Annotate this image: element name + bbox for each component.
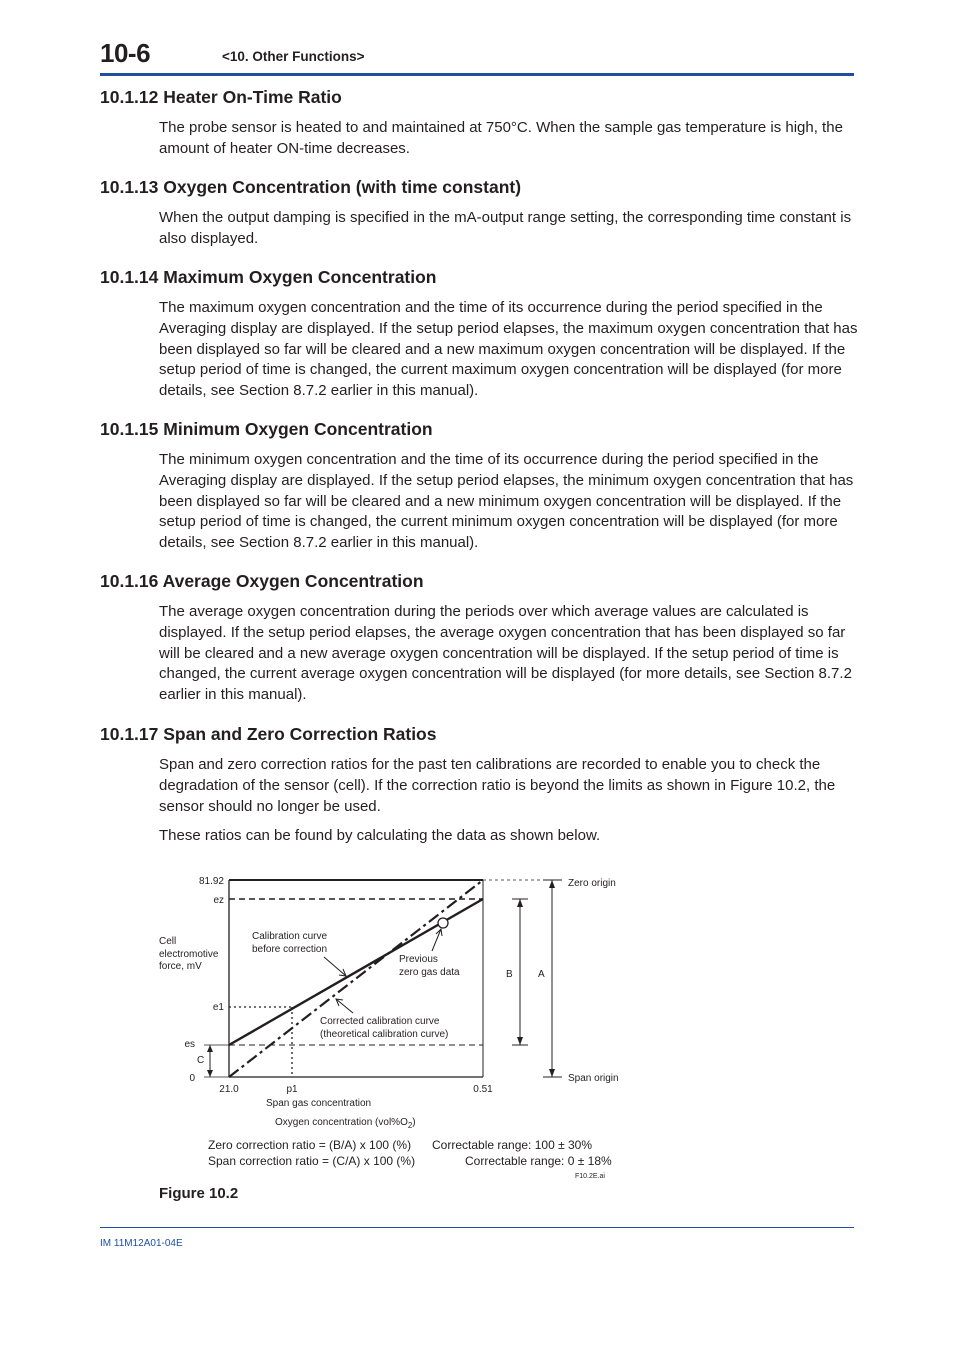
range-zero: Correctable range: 100 ± 30% bbox=[432, 1138, 593, 1152]
y-tick-e1: e1 bbox=[212, 1002, 224, 1013]
y-tick-es: es bbox=[184, 1039, 195, 1050]
heading-10-1-14: 10.1.14 Maximum Oxygen Concentration bbox=[100, 267, 437, 287]
label-curve-before-1: Calibration curve bbox=[252, 931, 328, 942]
y-axis-title-2: electromotive bbox=[159, 949, 219, 960]
paragraph-minimum-oxygen: The minimum oxygen concentration and the time of its occurrence during the period specified in the Averaging display are displayed. If the setup period elapses, the minimum oxygen concentration that has been displayed so far will be cleared and a new minimum oxygen concentration will be displayed. If the setup period of time is changed, the current minimum oxygen concentration will be displayed (for more details, see Section 8.7.2 earlier in this manual). bbox=[159, 451, 854, 552]
leader-curve-before bbox=[324, 957, 346, 976]
formula-zero: Zero correction ratio = (B/A) x 100 (%) bbox=[208, 1138, 412, 1152]
heading-10-1-13: 10.1.13 Oxygen Concentration (with time constant) bbox=[100, 177, 522, 197]
formula-span: Span correction ratio = (C/A) x 100 (%) bbox=[208, 1154, 416, 1168]
heading-10-1-16: 10.1.16 Average Oxygen Concentration bbox=[100, 571, 424, 591]
a-label: A bbox=[538, 969, 545, 980]
heading-10-1-17: 10.1.17 Span and Zero Correction Ratios bbox=[100, 724, 437, 744]
label-previous-1: Previous bbox=[399, 954, 438, 965]
y-axis-title-1: Cell bbox=[159, 936, 177, 947]
label-corrected-2: (theoretical calibration curve) bbox=[320, 1029, 449, 1040]
x-tick-21-0: 21.0 bbox=[219, 1084, 239, 1095]
figure-caption: Figure 10.2 bbox=[159, 1185, 239, 1202]
previous-zero-point bbox=[438, 918, 448, 928]
document-id: IM 11M12A01-04E bbox=[100, 1238, 183, 1249]
x-axis-title: Oxygen concentration $(vol\%O_2)$ bbox=[275, 1117, 416, 1130]
footer-rule bbox=[100, 1227, 854, 1228]
y-tick-81-92: 81.92 bbox=[198, 876, 224, 887]
a-arrow-top bbox=[549, 880, 555, 888]
corrected-calibration-curve bbox=[229, 880, 483, 1077]
paragraph-correction-ratios: Span and zero correction ratios for the past ten calibrations are recorded to enable you to check the degradation of the sensor (cell). If the correction ratio is beyond the limits as shown in Figure 10.2, the sensor should no longer be used. bbox=[159, 756, 836, 815]
x-tick-p1: p1 bbox=[286, 1084, 298, 1095]
label-previous-2: zero gas data bbox=[399, 967, 460, 978]
x-tick-0-51: 0.51 bbox=[473, 1084, 493, 1095]
a-arrow-bottom bbox=[549, 1069, 555, 1077]
b-label: B bbox=[506, 969, 513, 980]
paragraph-average-oxygen: The average oxygen concentration during the periods over which average values are calculated is displayed. If the setup period elapses, the average oxygen concentration that has been displayed so far will be cleared and a new average oxygen concentration will be displayed. If the setup period of time is changed, the current average oxygen concentration will be displayed (for more details, see Section 8.7.2 earlier in this manual). bbox=[159, 603, 852, 704]
label-corrected-1: Corrected calibration curve bbox=[320, 1016, 440, 1027]
y-tick-ez: ez bbox=[213, 895, 224, 906]
page-number: 10-6 bbox=[100, 38, 151, 68]
label-curve-before-2: before correction bbox=[252, 944, 328, 955]
span-gas-label: Span gas concentration bbox=[266, 1098, 372, 1109]
chapter-title: <10. Other Functions> bbox=[222, 49, 365, 64]
paragraph-oxygen-time-constant: When the output damping is specified in the mA-output range setting, the corresponding time constant is also displayed. bbox=[159, 209, 852, 247]
y-tick-zero: 0 bbox=[189, 1073, 195, 1084]
heading-10-1-15: 10.1.15 Minimum Oxygen Concentration bbox=[100, 419, 433, 439]
heading-10-1-12: 10.1.12 Heater On-Time Ratio bbox=[100, 87, 342, 107]
c-arrow-top bbox=[207, 1045, 213, 1052]
range-span: Correctable range: 0 ± 18% bbox=[465, 1154, 612, 1168]
paragraph-maximum-oxygen: The maximum oxygen concentration and the time of its occurrence during the period specified in the Averaging display are displayed. If the setup period elapses, the maximum oxygen concentration that has been displayed so far will be cleared and a new maximum oxygen concentration will be displayed. If the setup period of time is changed, the current maximum oxygen concentration will be displayed (for more details, see Section 8.7.2 earlier in this manual). bbox=[159, 299, 858, 400]
span-origin-label: Span origin bbox=[568, 1073, 619, 1084]
c-label: C bbox=[197, 1055, 205, 1066]
paragraph-calculation-intro: These ratios can be found by calculating the data as shown below. bbox=[159, 827, 601, 844]
b-arrow-top bbox=[517, 899, 523, 907]
b-arrow-bottom bbox=[517, 1037, 523, 1045]
file-tag: F10.2E.ai bbox=[575, 1173, 605, 1180]
zero-origin-label: Zero origin bbox=[568, 878, 616, 889]
paragraph-heater-on-time: The probe sensor is heated to and maintained at 750°C. When the sample gas temperature is high, the amount of heater ON-time decreases. bbox=[159, 119, 843, 157]
c-arrow-bottom bbox=[207, 1070, 213, 1077]
y-axis-title-3: force, mV bbox=[159, 961, 202, 972]
leader-previous bbox=[432, 929, 441, 951]
